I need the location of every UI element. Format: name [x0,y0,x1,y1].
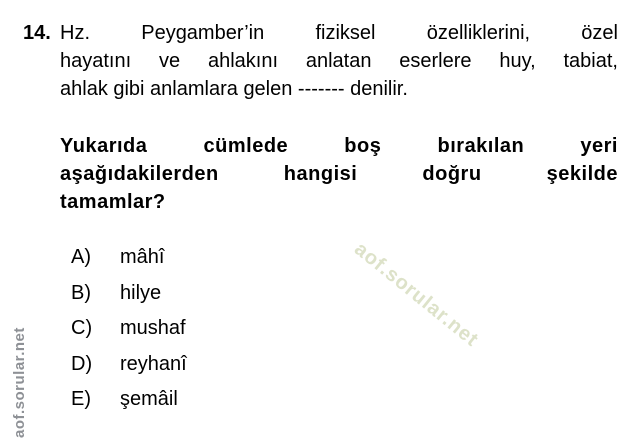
question-number: 14. [23,22,51,44]
question-body [60,19,618,103]
question-body-line: Hz. Peygamber’in fiziksel özelliklerini, özel [60,22,618,44]
option-letter: E) [71,388,91,411]
option-row-a [71,240,391,276]
option-letter: B) [71,281,91,304]
options-list [71,240,391,418]
watermark-left: aof.sorular.net [11,327,28,438]
option-row-b [71,276,391,312]
question-prompt-line: aşağıdakilerden hangisi doğru şekilde [60,163,618,185]
option-row-e [71,382,391,418]
option-row-d [71,347,391,383]
option-row-c [71,311,391,347]
option-text: mâhî [120,246,165,269]
option-letter: A) [71,246,91,269]
option-letter: D) [71,352,93,375]
question-prompt-line: Yukarıda cümlede boş bırakılan yeri [60,135,618,157]
option-text: mushaf [120,317,186,340]
question-prompt-line: tamamlar? [60,191,166,213]
watermark-diagonal: aof.sorular.net [350,238,483,352]
question-prompt [60,132,618,216]
option-letter: C) [71,317,93,340]
question-body-line: hayatını ve ahlakını anlatan eserlere huy, tabiat, [60,50,618,72]
option-text: şemâil [120,388,178,411]
question-body-line: ahlak gibi anlamlara gelen ------- denilir. [60,78,408,100]
option-text: reyhanî [120,352,187,375]
option-text: hilye [120,281,162,304]
